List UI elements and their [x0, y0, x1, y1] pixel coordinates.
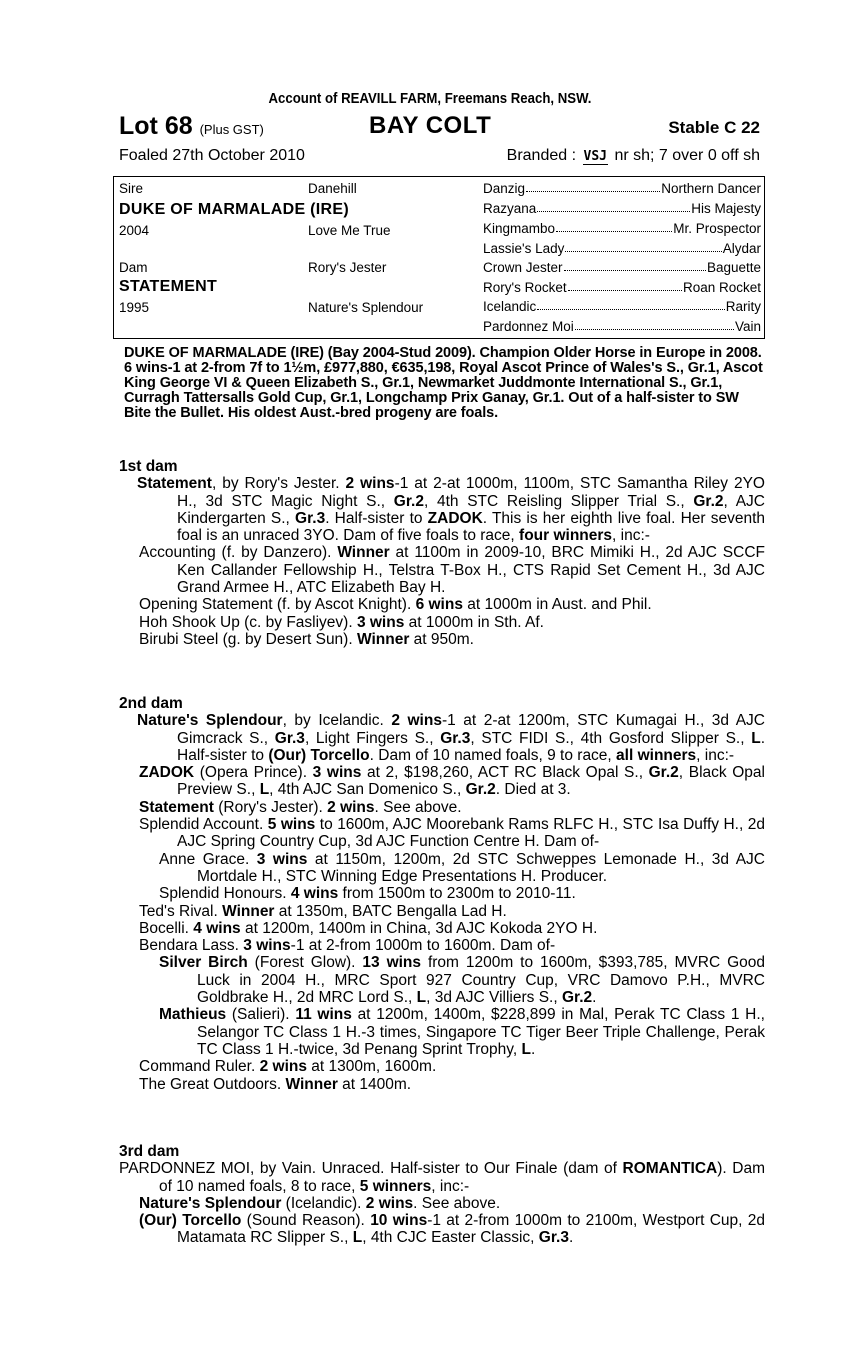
progeny-entry: Bocelli. 4 wins at 1200m, 1400m in China, 3d AJC Kokoda 2YO H.	[139, 919, 598, 937]
ancestor-row: Icelandic Rarity	[483, 299, 761, 314]
sire-year: 2004	[119, 223, 150, 238]
dam-entry: Statement, by Rory's Jester. 2 wins-1 at 2-at 1000m, 1100m, STC Samantha Riley 2YO H., 3d STC Magic Night S., Gr.2, 4th STC Reisling Slipper Trial S., Gr.2, AJC Kindergarten S., Gr.3. Half-sister to ZADOK. This is her eighth live foal. Her seventh foal is an unraced 3YO. Dam of five foals to race, four winners, inc:-	[137, 475, 765, 545]
progeny-entry: Ted's Rival. Winner at 1350m, BATC Bengalla Lad H.	[139, 902, 507, 920]
ancestor-row: Razyana His Majesty	[483, 201, 761, 216]
progeny-entry: Splendid Account. 5 wins to 1600m, AJC Moorebank Rams RLFC H., STC Isa Duffy H., 2d AJC Spring Country Cup, 3d AJC Function Centre H. Dam of-	[139, 816, 766, 851]
foaled-date: Foaled 27th October 2010	[119, 147, 305, 164]
sire-sire: Danehill	[308, 181, 357, 196]
progeny-entry: Silver Birch (Forest Glow). 13 wins from 1200m to 1600m, $393,785, MVRC Good Luck in 2004 H., MRC Sport 927 Country Cup, VRC Damovo P.H., MVRC Goldbrake H., 2d MRC Lord S., L, 3d AJC Villiers S., Gr.2.	[159, 954, 765, 1007]
progeny-entry: Splendid Honours. 4 wins from 1500m to 2300m to 2010-11.	[159, 885, 576, 903]
progeny-entry: Opening Statement (f. by Ascot Knight). 6 wins at 1000m in Aust. and Phil.	[139, 596, 652, 614]
dam-dam: Nature's Splendour	[308, 300, 424, 315]
ancestor-row: Lassie's Lady Alydar	[483, 241, 761, 256]
brand-mark: VSJ	[583, 149, 607, 164]
ancestor-row: Rory's Rocket Roan Rocket	[483, 280, 761, 295]
ancestor-row: Crown Jester Baguette	[483, 260, 761, 275]
stable-number: Stable C 22	[668, 118, 760, 137]
progeny-entry: Accounting (f. by Danzero). Winner at 1100m in 2009-10, BRC Mimiki H., 2d AJC SCCF Ken Callander Fellowship H., Telstra T-Box H., CTS Rapid Set Cement H., 3d AJC Grand Armee H., ATC Elizabeth Bay H.	[139, 544, 765, 597]
dam-year: 1995	[119, 300, 150, 315]
sire-label: Sire	[119, 181, 144, 196]
progeny-entry: Anne Grace. 3 wins at 1150m, 1200m, 2d STC Schweppes Lemonade H., 3d AJC Mortdale H., STC Winning Edge Presentations H. Producer.	[159, 850, 765, 885]
dam-label: Dam	[119, 260, 148, 275]
vendor-account: Account of REAVILL FARM, Freemans Reach, NSW.	[268, 90, 592, 107]
progeny-entry: Mathieus (Salieri). 11 wins at 1200m, 1400m, $228,899 in Mal, Perak TC Class 1 H., Selangor TC Class 1 H.-3 times, Singapore TC Tiger Beer Triple Challenge, Perak TC Class 1 H.-twice, 3d Penang Sprint Trophy, L.	[159, 1006, 765, 1058]
dam-entry: PARDONNEZ MOI, by Vain. Unraced. Half-sister to Our Finale (dam of ROMANTICA). Dam of 10 named foals, 8 to race, 5 winners, inc:-	[119, 1160, 766, 1195]
progeny-entry: Nature's Splendour (Icelandic). 2 wins. See above.	[139, 1194, 501, 1212]
section-heading: 1st dam	[119, 458, 178, 475]
dam-sire: Rory's Jester	[308, 260, 387, 275]
horse-description: BAY COLT	[369, 112, 492, 139]
lot-line	[119, 112, 760, 142]
progeny-entry: Command Ruler. 2 wins at 1300m, 1600m.	[139, 1058, 437, 1076]
section-heading: 3rd dam	[119, 1143, 180, 1160]
second-dam-section	[119, 695, 765, 1093]
progeny-entry: The Great Outdoors. Winner at 1400m.	[139, 1075, 412, 1093]
lot-note: (Plus GST)	[199, 122, 264, 137]
dam-name: STATEMENT	[119, 278, 218, 295]
progeny-entry: ZADOK (Opera Prince). 3 wins at 2, $198,260, ACT RC Black Opal S., Gr.2, Black Opal Preview S., L, 4th AJC San Domenico S., Gr.2. Died at 3.	[139, 764, 765, 799]
section-heading: 2nd dam	[119, 695, 183, 712]
third-dam-section	[119, 1143, 765, 1247]
progeny-entry: Birubi Steel (g. by Desert Sun). Winner at 950m.	[139, 630, 474, 648]
ancestor-row: Danzig Northern Dancer	[483, 181, 761, 196]
ancestor-row: Kingmambo Mr. Prospector	[483, 221, 761, 236]
sire-dam: Love Me True	[308, 223, 391, 238]
pedigree-table	[113, 176, 765, 339]
progeny-entry: Bendara Lass. 3 wins-1 at 2-from 1000m to 1600m. Dam of-	[139, 937, 556, 955]
sire-summary: DUKE OF MARMALADE (IRE) (Bay 2004-Stud 2009). Champion Older Horse in Europe in 2008. 6 wins-1 at 2-from 7f to 1½m, £977,880, €635,198, Royal Ascot Prince of Wales's S., Gr.1, Ascot King George VI & Queen Elizabeth S., Gr.1, Newmarket Juddmonte International S., Gr.1, Curragh Tattersalls Gold Cup, Gr.1, Longchamp Prix Ganay, Gr.1. Out of a half-sister to SW Bite the Bullet. His oldest Aust.-bred progeny are foals.	[124, 345, 763, 421]
sire-name: DUKE OF MARMALADE (IRE)	[119, 201, 349, 218]
brand-info: Branded : VSJ nr sh; 7 over 0 off sh	[506, 147, 760, 164]
dam-entry: Nature's Splendour, by Icelandic. 2 wins-1 at 2-at 1200m, STC Kumagai H., 3d AJC Gimcrack S., Gr.3, Light Fingers S., Gr.3, STC FIDI S., 4th Gosford Slipper S., L. Half-sister to (Our) Torcello. Dam of 10 named foals, 9 to race, all winners, inc:-	[137, 712, 765, 764]
progeny-entry: Statement (Rory's Jester). 2 wins. See above.	[139, 798, 462, 816]
lot-number: Lot 68 (Plus GST)	[119, 112, 264, 140]
progeny-entry: Hoh Shook Up (c. by Fasliyev). 3 wins at 1000m in Sth. Af.	[139, 613, 544, 631]
ancestor-row: Pardonnez Moi Vain	[483, 319, 761, 334]
first-dam-section	[119, 458, 765, 648]
progeny-entry: (Our) Torcello (Sound Reason). 10 wins-1 at 2-from 1000m to 2100m, Westport Cup, 2d Matamata RC Slipper S., L, 4th CJC Easter Classic, Gr.3.	[139, 1212, 765, 1247]
